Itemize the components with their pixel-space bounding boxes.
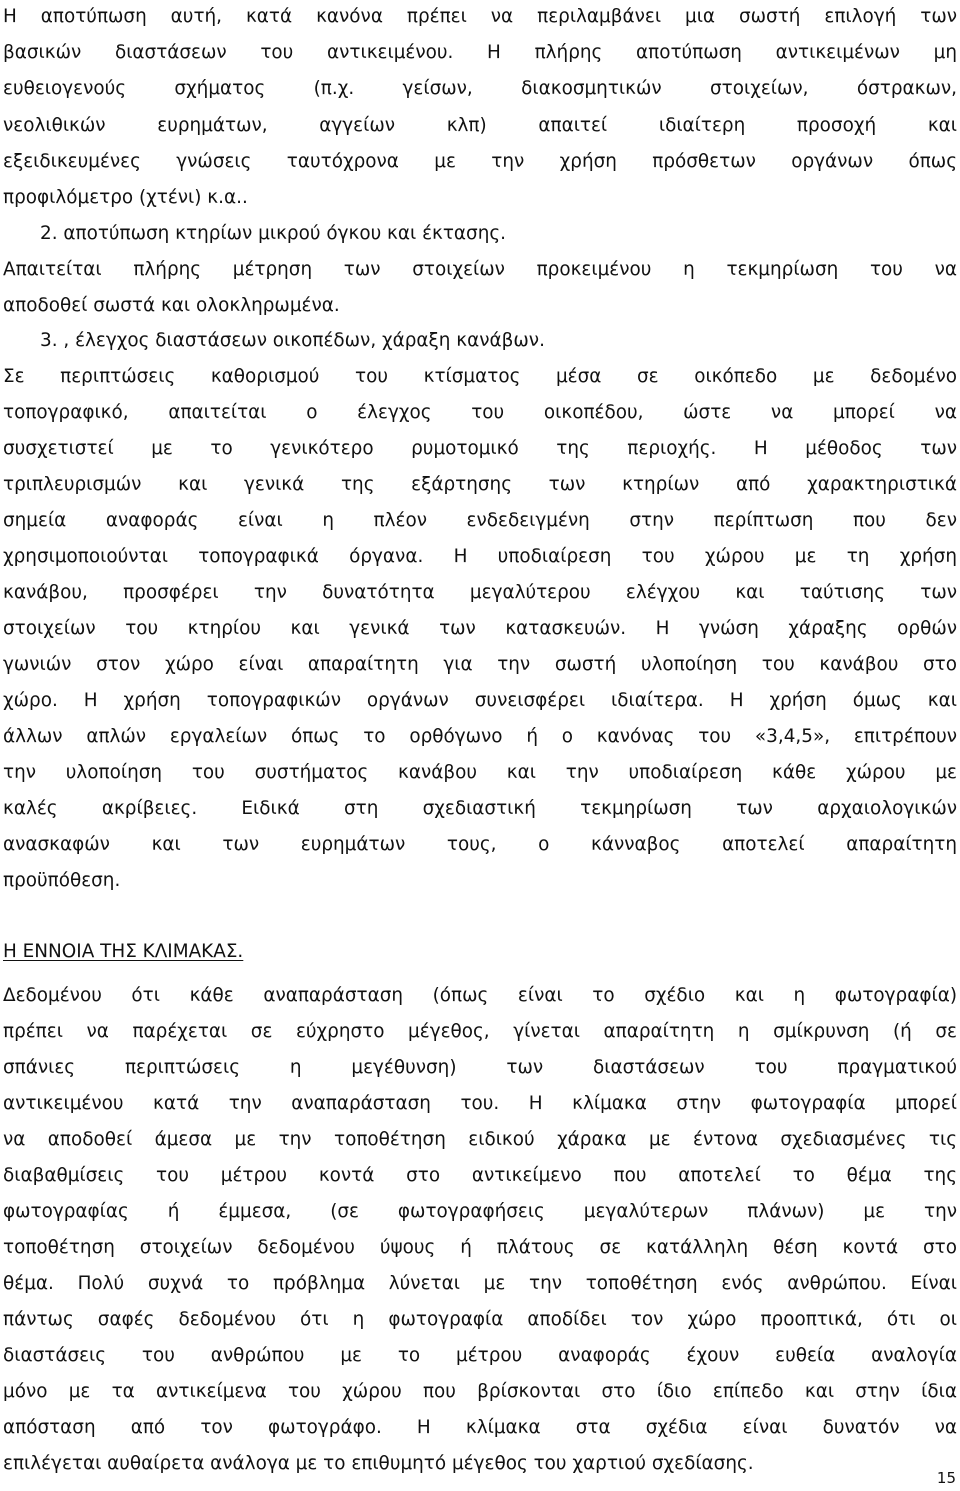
- section-heading-text: Η ΕΝΝΟΙΑ ΤΗΣ ΚΛΙΜΑΚΑΣ.: [3, 941, 244, 962]
- text-line: στοιχείων του κτηρίου και γενικά των κατασκευών. Η γνώση χάραξης ορθών: [3, 618, 957, 639]
- text-line: διαστάσεις του ανθρώπου με το μέτρου αναφοράς έχουν ευθεία αναλογία: [3, 1345, 957, 1366]
- text-line: θέμα. Πολύ συχνά το πρόβλημα λύνεται με την τοποθέτηση ενός ανθρώπου. Είναι: [3, 1273, 957, 1294]
- text-line: γωνιών στον χώρο είναι απαραίτητη για την σωστή υλοποίηση του κανάβου στο: [3, 654, 957, 675]
- text-line: αντικειμένου κατά την αναπαράσταση του. Η κλίμακα στην φωτογραφία μπορεί: [3, 1093, 957, 1114]
- text-line: σημεία αναφοράς είναι η πλέον ενδεδειγμένη στην περίπτωση που δεν: [3, 510, 957, 531]
- text-line: χρησιμοποιούνται τοπογραφικά όργανα. Η υποδιαίρεση του χώρου με τη χρήση: [3, 546, 957, 567]
- text-line: τριπλευρισμών και γενικά της εξάρτησης των κτηρίων από χαρακτηριστικά: [3, 474, 957, 495]
- text-line: απόσταση από τον φωτογράφο. Η κλίμακα στα σχέδια είναι δυνατόν να: [3, 1417, 957, 1438]
- text-line: Σε περιπτώσεις καθορισμού του κτίσματος μέσα σε οικόπεδο με δεδομένο: [3, 366, 957, 387]
- text-line: ευθειογενούς σχήματος (π.χ. γείσων, διακοσμητικών στοιχείων, όστρακων,: [3, 78, 957, 99]
- text-line: πάντως σαφές δεδομένου ότι η φωτογραφία αποδίδει τον χώρο προοπτικά, ότι οι: [3, 1309, 957, 1330]
- text-line: κανάβου, προσφέρει την δυνατότητα μεγαλύτερου ελέγχου και ταύτισης των: [3, 582, 957, 603]
- text-line: Απαιτείται πλήρης μέτρηση των στοιχείων προκειμένου η τεκμηρίωση του να: [3, 259, 957, 280]
- page-number: 15: [936, 1469, 956, 1487]
- text-line: την υλοποίηση του συστήματος κανάβου και την υποδιαίρεση κάθε χώρου με: [3, 762, 957, 783]
- text-line: προϋπόθεση.: [3, 870, 121, 891]
- text-line: σπάνιες περιπτώσεις η μεγέθυνση) των διαστάσεων του πραγματικού: [3, 1057, 957, 1078]
- text-line: να αποδοθεί άμεσα με την τοποθέτηση ειδικού χάρακα με έντονα σχεδιασμένες τις: [3, 1129, 957, 1150]
- text-line: νεολιθικών ευρημάτων, αγγείων κλπ) απαιτεί ιδιαίτερη προσοχή και: [3, 115, 957, 136]
- text-line: τοποθέτηση στοιχείων δεδομένου ύψους ή πλάτους σε κατάλληλη θέση κοντά στο: [3, 1237, 957, 1258]
- text-line: διαβαθμίσεις του μέτρου κοντά στο αντικείμενο που αποτελεί το θέμα της: [3, 1165, 957, 1186]
- text-line: Δεδομένου ότι κάθε αναπαράσταση (όπως είναι το σχέδιο και η φωτογραφία): [3, 985, 957, 1006]
- text-line: προφιλόμετρο (χτένι) κ.α..: [3, 187, 248, 208]
- list-heading: 2. αποτύπωση κτηρίων μικρού όγκου και έκτασης.: [40, 223, 507, 244]
- text-line: τοπογραφικό, απαιτείται ο έλεγχος του οικοπέδου, ώστε να μπορεί να: [3, 402, 957, 423]
- text-line: πρέπει να παρέχεται σε εύχρηστο μέγεθος, γίνεται απαραίτητη η σμίκρυνση (ή σε: [3, 1021, 957, 1042]
- text-line: αποδοθεί σωστά και ολοκληρωμένα.: [3, 295, 340, 316]
- text-line: χώρο. Η χρήση τοπογραφικών οργάνων συνεισφέρει ιδιαίτερα. Η χρήση όμως και: [3, 690, 957, 711]
- text-line: καλές ακρίβειες. Ειδικά στη σχεδιαστική τεκμηρίωση των αρχαιολογικών: [3, 798, 957, 819]
- text-line: εξειδικευμένες γνώσεις ταυτόχρονα με την χρήση πρόσθετων οργάνων όπως: [3, 151, 957, 172]
- text-line: επιλέγεται αυθαίρετα ανάλογα με το επιθυμητό μέγεθος του χαρτιού σχεδίασης.: [3, 1453, 754, 1474]
- section-heading: [3, 940, 957, 964]
- text-line: άλλων απλών εργαλείων όπως το ορθόγωνο ή ο κανόνας του «3,4,5», επιτρέπουν: [3, 726, 957, 747]
- list-heading: 3. , έλεγχος διαστάσεων οικοπέδων, χάραξη κανάβων.: [40, 330, 545, 351]
- text-line: συσχετιστεί με το γενικότερο ρυμοτομικό της περιοχής. Η μέθοδος των: [3, 438, 957, 459]
- text-line: Η αποτύπωση αυτή, κατά κανόνα πρέπει να περιλαμβάνει μια σωστή επιλογή των: [3, 6, 957, 27]
- text-line: φωτογραφίας ή έμμεσα, (σε φωτογραφήσεις μεγαλύτερων πλάνων) με την: [3, 1201, 957, 1222]
- text-line: βασικών διαστάσεων του αντικειμένου. Η πλήρης αποτύπωση αντικειμένων μη: [3, 42, 957, 63]
- text-line: μόνο με τα αντικείμενα του χώρου που βρίσκονται στο ίδιο επίπεδο και στην ίδια: [3, 1381, 957, 1402]
- text-line: ανασκαφών και των ευρημάτων τους, ο κάνναβος αποτελεί απαραίτητη: [3, 834, 957, 855]
